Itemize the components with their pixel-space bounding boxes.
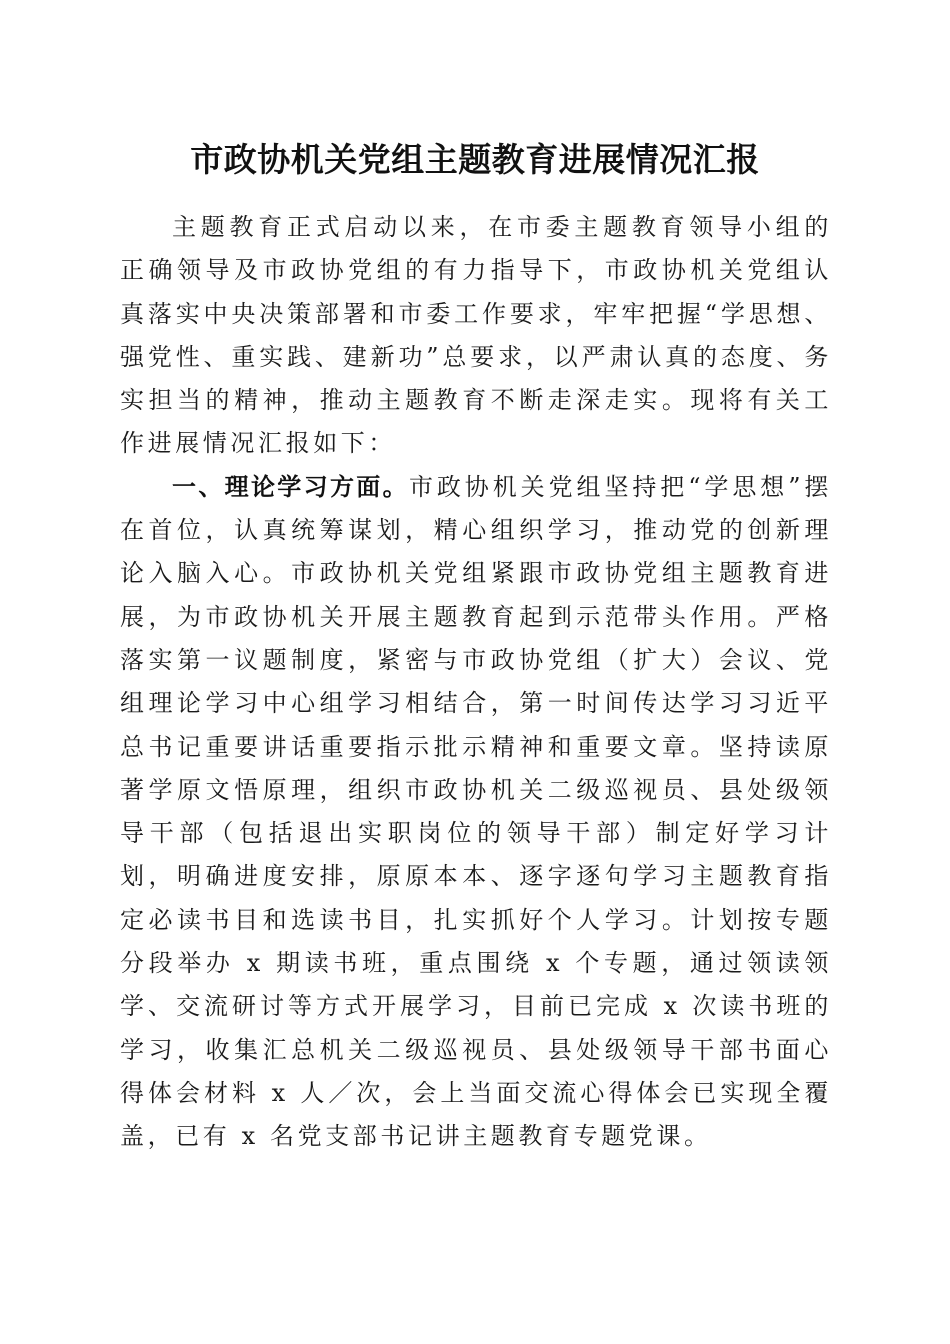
section-1-heading: 一、理论学习方面。 — [172, 472, 409, 501]
intro-paragraph: 主题教育正式启动以来，在市委主题教育领导小组的正确领导及市政协党组的有力指导下，市政协机关党组认真落实中央决策部署和市委工作要求，牢牢把握“学思想、强党性、重实践、建新功”总要求，以严肃认真的态度、务实担当的精神，推动主题教育不断走深走实。现将有关工作进展情况汇报如下： — [120, 213, 832, 458]
document-title: 市政协机关党组主题教育进展情况汇报 — [190, 140, 760, 179]
section-1-body: 市政协机关党组坚持把“学思想”摆在首位，认真统筹谋划，精心组织学习，推动党的创新理论入脑入心。市政协机关党组紧跟市政协党组主题教育进展，为市政协机关开展主题教育起到示范带头作用。严格落实第一议题制度，紧密与市政协党组（扩大）会议、党组理论学习中心组学习相结合，第一时间传达学习习近平总书记重要讲话重要指示批示精神和重要文章。坚持读原著学原文悟原理，组织市政协机关二级巡视员、县处级领导干部（包括退出实职岗位的领导干部）制定好学习计划，明确进度安排，原原本本、逐字逐句学习主题教育指定必读书目和选读书目，扎实抓好个人学习。计划按专题分段举办 x 期读书班，重点围绕 x 个专题，通过领读领学、交流研讨等方式开展学习，目前已完成 x 次读书班的学习，收集汇总机关二级巡视员、县处级领导干部书面心得体会材料 x 人／次，会上当面交流心得体会已实现全覆盖，已有 x 名党支部书记讲主题教育专题党课。 — [120, 472, 833, 1151]
section-1-paragraph — [120, 466, 832, 1159]
document-body — [120, 206, 832, 1159]
